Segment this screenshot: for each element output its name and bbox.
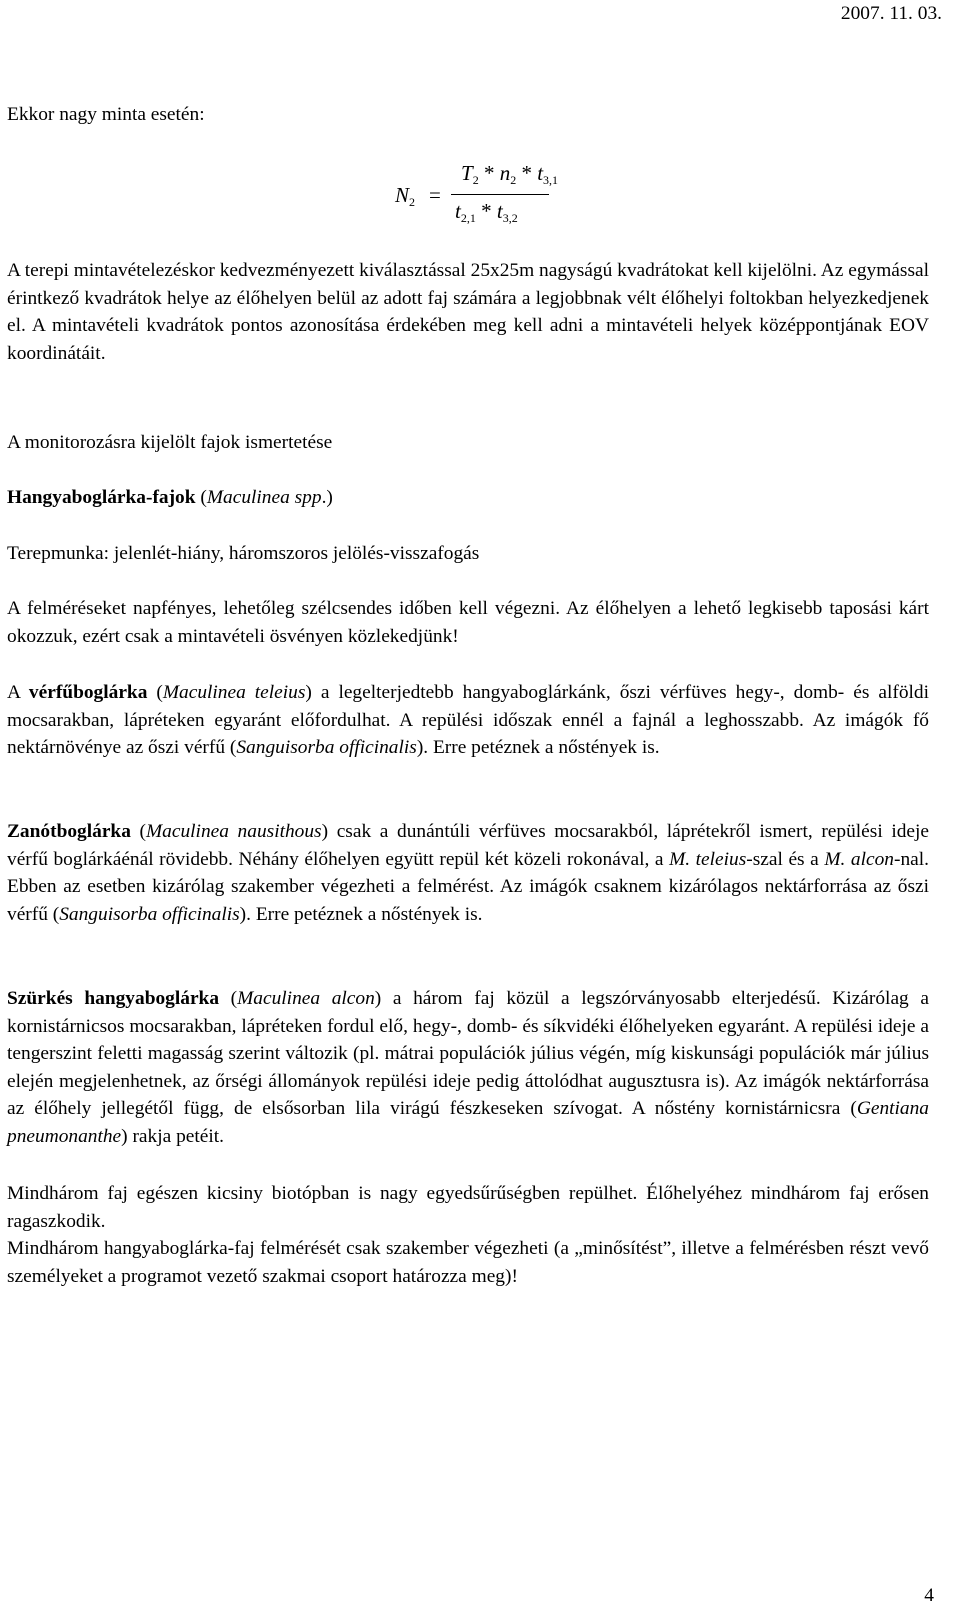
formula-lhs: $N_2$ [395, 183, 416, 209]
formula-numerator: $T_2 * n_2 * t_{3,1}$ [461, 161, 559, 187]
intro-text: Ekkor nagy minta esetén: [7, 104, 205, 125]
formula-equals: = [429, 183, 441, 207]
header-date: 2007. 11. 03. [840, 3, 942, 24]
fieldwork-line: Terepmunka: jelenlét-hiány, háromszoros jelölés-visszafogás [7, 543, 480, 564]
species-group-heading: Hangyaboglárka-fajok (Maculinea spp.) [7, 487, 333, 508]
paragraph-nausithous: Zanótboglárka (Maculinea nausithous) csak a dunántúli vérfüves mocsarakból, láprétekről ismert, repülési ideje vérfű boglárkáénál rövidebb. Néhány élőhelyen együtt repül két közeli rokonával, a M. teleius-szal és a M. alcon-nal. Ebben az esetben kizárólag szakember végezheti a felmérést. Az imágók csaknem kizárólagos nektárforrása az őszi vérfű (Sanguisorba officinalis). Erre petéznek a nőstények is. [7, 821, 930, 925]
paragraph-survey-conditions: A felméréseket napfényes, lehetőleg szélcsendes időben kell végezni. Az élőhelyen a lehető legkisebb taposási kárt okozzuk, ezért csak a mintavételi ösvényen közlekedjünk! [7, 598, 929, 647]
paragraph-biotope: Mindhárom faj egészen kicsiny biotópban is nagy egyedsűrűségben repülhet. Élőhelyéhez mindhárom faj erősen ragaszkodik. [7, 1183, 929, 1232]
paragraph-alcon: Szürkés hangyaboglárka (Maculinea alcon) a három faj közül a legszórványosabb elterjedésű. Kizárólag a kornistárnicsos mocsarakban, lápréteken fordul elő, hegy-, domb- és síkvidéki élőhelyeken egyaránt. A repülési ideje a tengerszint feletti magasság szerint változik (pl. mátrai populációk július végén, míg kiskunsági populációk már július elején megjelenhetnek, az őrségi állományok repülési ideje pedig áttolódhat augusztusra is). Az imágók nektárforrása az élőhely jellegétől függ, de elsősorban lila virágú fészkeseken szívogat. A nőstény kornistárnicsra (Gentiana pneumonanthe) rakja petéit. [7, 988, 929, 1147]
section-title: A monitorozásra kijelölt fajok ismertetése [7, 432, 333, 453]
formula-denominator: $t_{2,1} * t_{3,2}$ [455, 199, 518, 225]
formula-fraction-bar [451, 194, 549, 195]
paragraph-teleius: A vérfűboglárka (Maculinea teleius) a legelterjedtebb hangyaboglárkánk, őszi vérfüves hegy-, domb- és alföldi mocsarakban, lápréteken egyaránt előfordulhat. A repülési időszak ennél a fajnál a leghosszabb. Az imágók fő nektárnövénye az őszi vérfű (Sanguisorba officinalis). Erre petéznek a nőstények is. [7, 682, 930, 759]
paragraph-sampling: A terepi mintavételezéskor kedvezményezett kiválasztással 25x25m nagyságú kvadrátokat kell kijelölni. Az egymással érintkező kvadrátok helye az élőhelyen belül az adott faj számára a legjobbnak vélt élőhelyi foltokban helyezkedjenek el. A mintavételi kvadrátok pontos azonosítása érdekében meg kell adni a mintavételi helyek középpontjának EOV koordinátáit. [7, 260, 929, 364]
formula [395, 160, 565, 235]
page-number: 4 [924, 1585, 934, 1606]
paragraph-specialist: Mindhárom hangyaboglárka-faj felmérését csak szakember végezheti (a „minősítést”, illetve a felmérésben részt vevő személyeket a programot vezető szakmai csoport határozza meg)! [7, 1238, 929, 1287]
